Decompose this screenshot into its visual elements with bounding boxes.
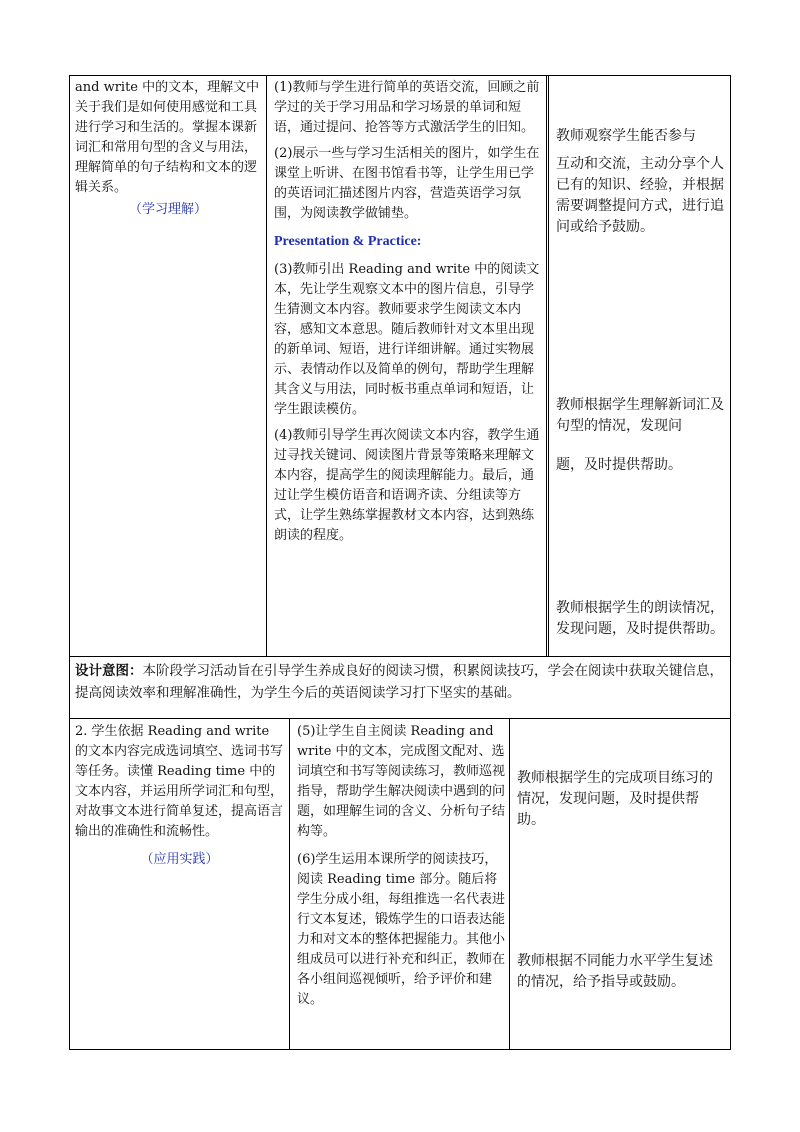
border-left [69, 75, 70, 1050]
divider-s2-col1 [289, 718, 290, 1050]
stage-heading: Presentation & Practice: [274, 234, 422, 249]
divider-s1-col2b [548, 75, 549, 657]
eval-5: 教师根据学生的完成项目练习的情况，发现问题，及时提供帮助。 [517, 770, 713, 828]
activity-2: (2)展示一些与学习生活相关的图片，如学生在课堂上听讲、在图书馆看书等，让学生用已学的英语词汇描述图片内容，营造英语学习氛围，为阅读教学做铺垫。 [274, 146, 540, 221]
divider-s1-col1 [266, 75, 267, 657]
activity-6: (6)学生运用本课所学的阅读技巧，阅读 Reading time 部分。随后将学生分成小组，每组推选一名代表进行文本复述，锻炼学生的口语表达能力和对文本的整体把握能力。其他小组成员可以进行补充和纠正，教师在各小组间巡视倾听，给予评价和建议。 [297, 852, 506, 1007]
s2-activities-cell [297, 722, 505, 1010]
divider-s1-col2 [546, 75, 547, 657]
s2-objective-cell [75, 722, 284, 870]
divider-row-intent-top [69, 656, 731, 657]
eval-3: 教师根据学生的朗读情况，发现问题，及时提供帮助。 [556, 600, 724, 637]
design-intent-label: 设计意图： [75, 663, 143, 679]
eval-6: 教师根据不同能力水平学生复述的情况，给予指导或鼓励。 [517, 953, 713, 990]
activity-5: (5)让学生自主阅读 Reading and write 中的文本，完成图文配对、选词填空和书写等阅读练习，教师巡视指导，帮助学生解决阅读中遇到的问题，如理解生词的含义、分析句子结构等。 [297, 724, 506, 839]
border-top [69, 75, 731, 76]
s1-objective-text: and write 中的文本，理解文中关于我们是如何使用感觉和工具进行学习和生活的。掌握本课新词汇和常用句型的含义与用法，理解简单的句子结构和文本的逻辑关系。 [75, 80, 260, 195]
eval-1b: 互动和交流，主动分享个人已有的知识、经验，并根据需要调整提问方式，进行追问或给予鼓励。 [556, 156, 724, 235]
border-bottom [69, 1049, 731, 1050]
s1-objective-cell [75, 78, 261, 220]
eval-1: 教师观察学生能否参与 [556, 128, 696, 144]
divider-row-intent-bottom [69, 718, 731, 719]
activity-4: (4)教师引导学生再次阅读文本内容，教学生通过寻找关键词、阅读图片背景等策略来理解文本内容，提高学生的阅读理解能力。最后，通过让学生模仿语音和语调齐读、分组读等方式，让学生熟练掌握教材文本内容，达到熟练朗读的程度。 [274, 428, 540, 543]
activity-3: (3)教师引出 Reading and write 中的阅读文本，先让学生观察文本中的图片信息，引导学生猜测文本内容。教师要求学生阅读文本内容，感知文本意思。随后教师针对文本里出现的新单词、短语，进行详细讲解。通过实物展示、表情动作以及简单的例句，帮助学生理解其含义与用法，同时板书重点单词和短语，让学生跟读模仿。 [274, 262, 540, 417]
s1-activities-cell [274, 78, 542, 546]
design-intent-cell [75, 660, 725, 704]
s1-objective-tag: （学习理解） [128, 202, 207, 217]
eval-2b: 题，及时提供帮助。 [556, 457, 682, 473]
design-intent-text: 本阶段学习活动旨在引导学生养成良好的阅读习惯，积累阅读技巧，学会在阅读中获取关键信息，提高阅读效率和理解准确性，为学生今后的英语阅读学习打下坚实的基础。 [75, 663, 723, 701]
eval-2a: 教师根据学生理解新词汇及句型的情况，发现问 [556, 397, 724, 434]
divider-s2-col2 [509, 718, 510, 1050]
activity-1: (1)教师与学生进行简单的英语交流，回顾之前学过的关于学习用品和学习场景的单词和短语，通过提问、抢答等方式激活学生的旧知。 [274, 80, 540, 135]
s2-objective-text: 2. 学生依据 Reading and write 的文本内容完成选词填空、选词书写等任务。读懂 Reading time 中的文本内容，并运用所学词汇和句型，对故事文本进行简单复述，提高语言输出的准确性和流畅性。 [75, 724, 284, 839]
border-right [730, 75, 731, 1050]
s2-objective-tag: （应用实践） [140, 852, 219, 867]
